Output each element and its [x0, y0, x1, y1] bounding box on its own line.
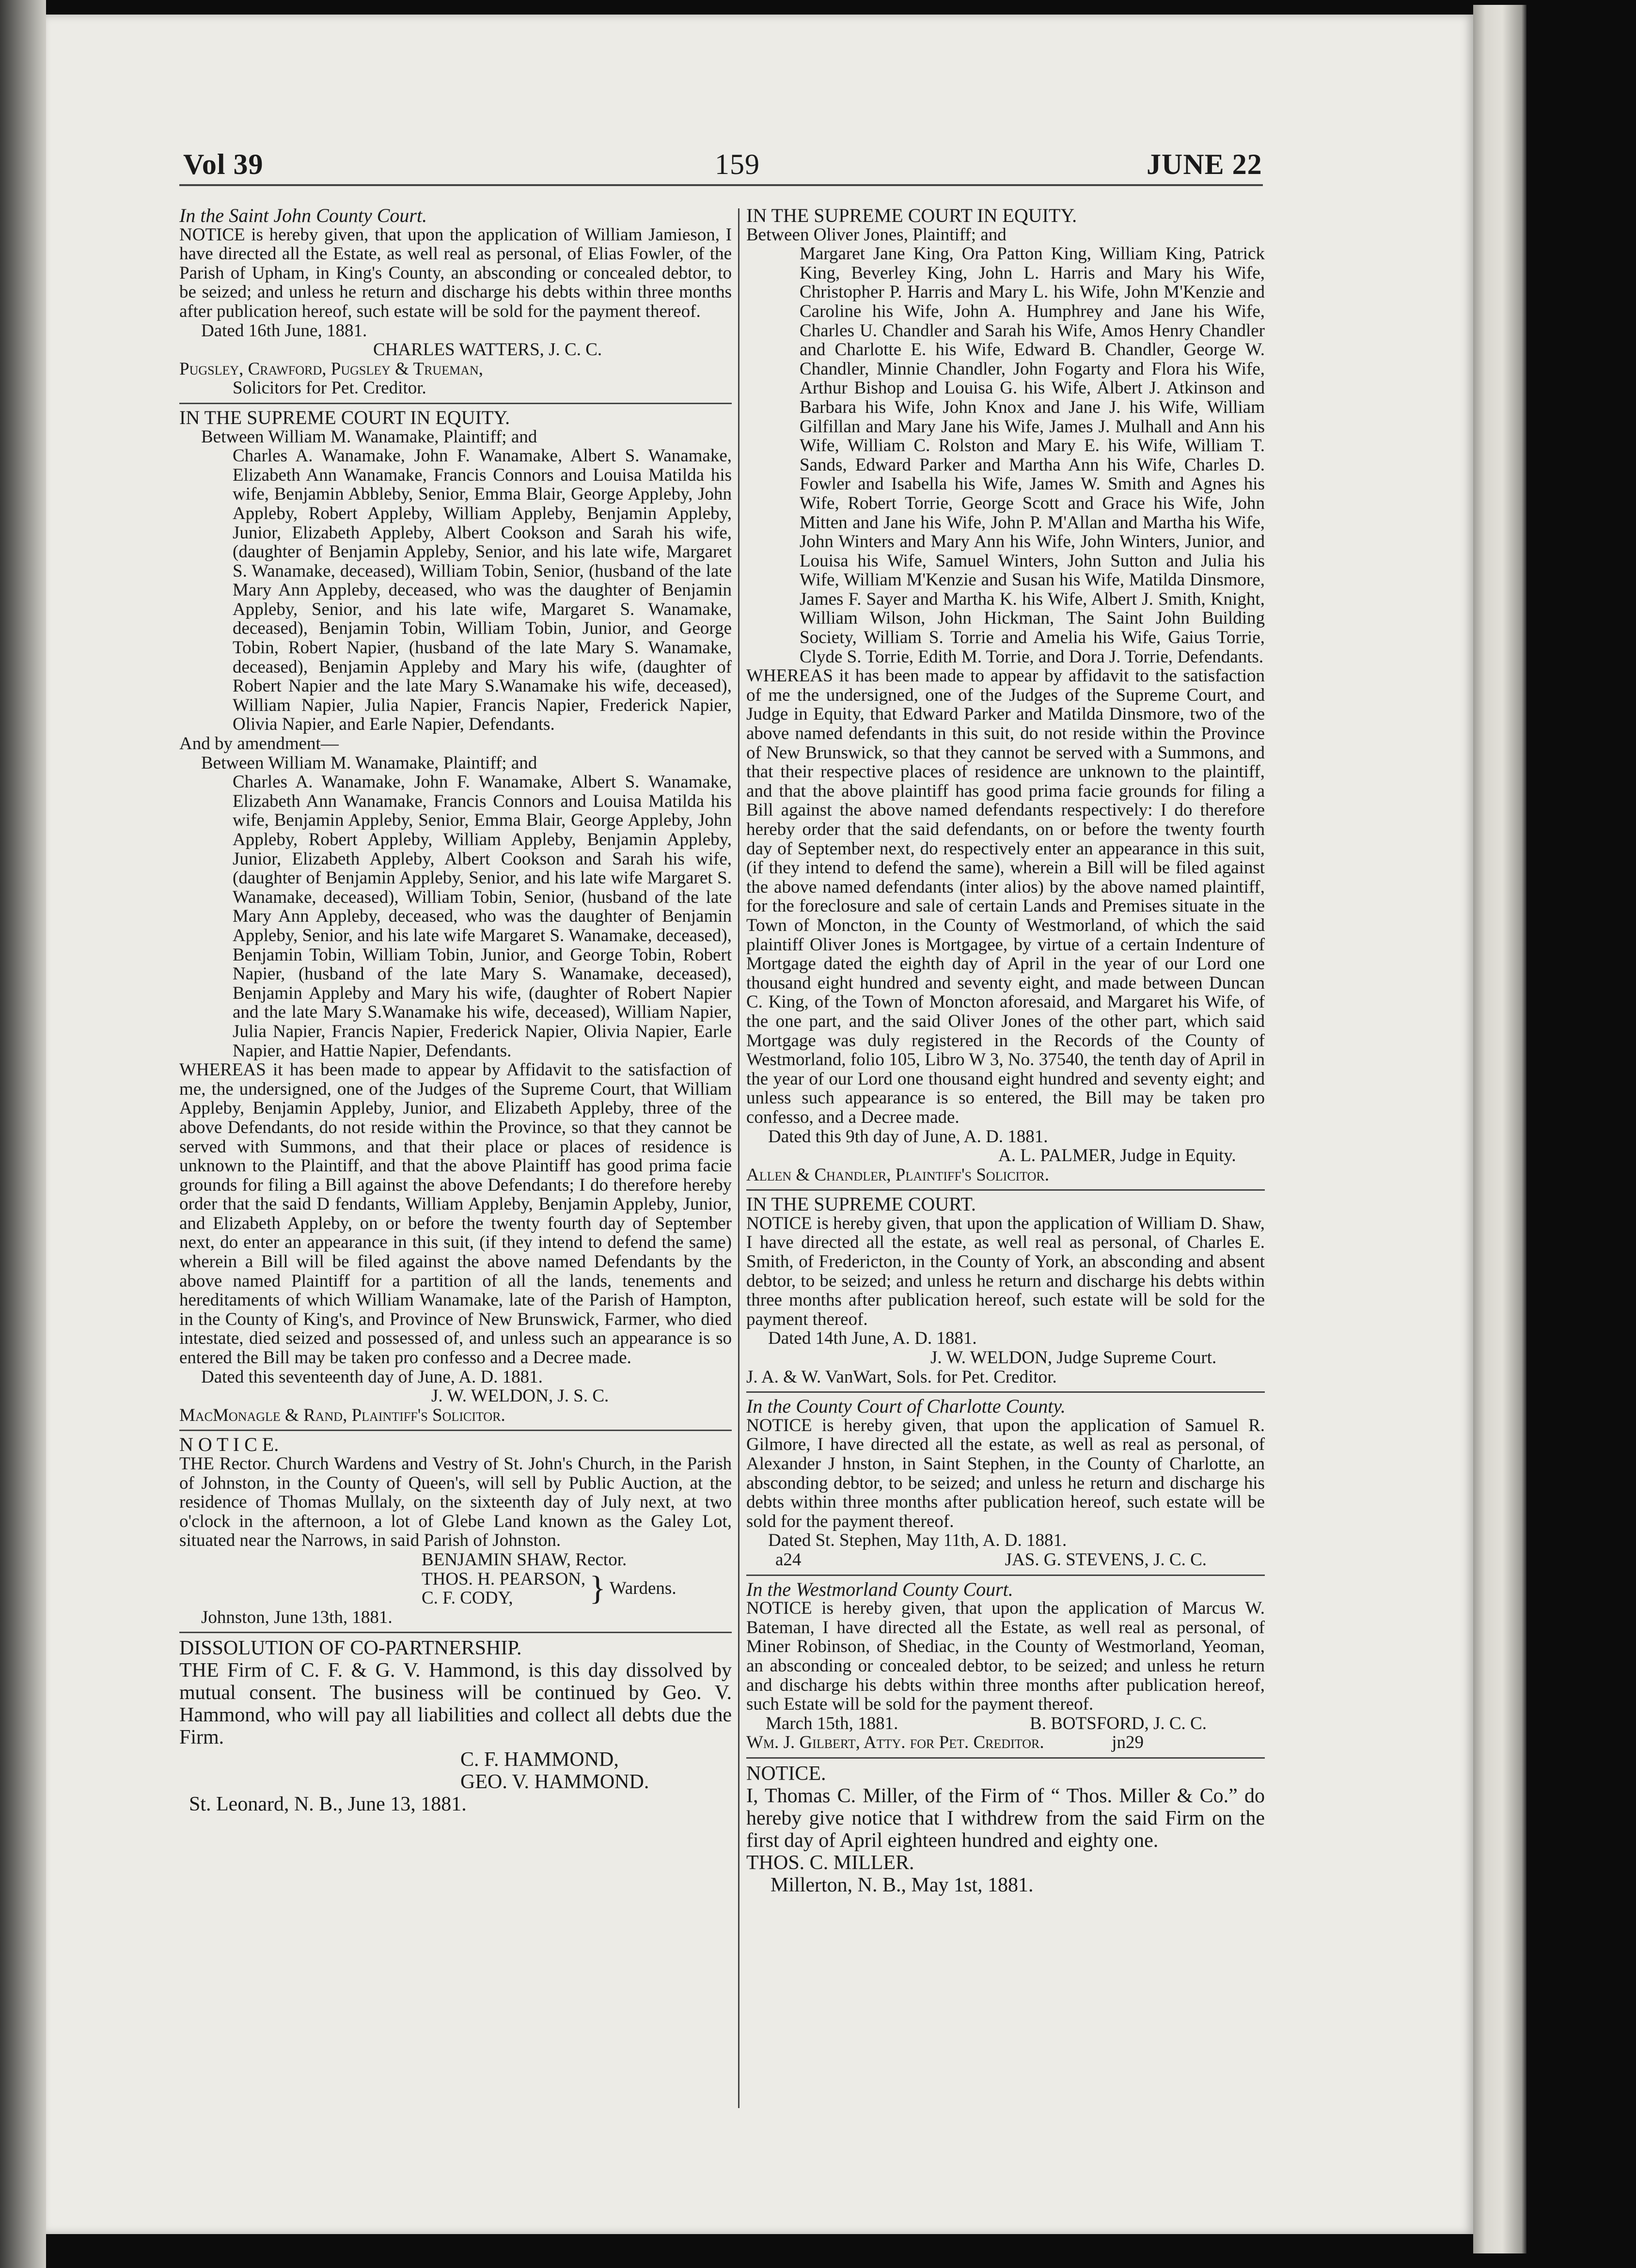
dissolution-sig2: GEO. V. HAMMOND. — [460, 1771, 649, 1794]
notice1-heading: In the Saint John County Court. — [179, 205, 427, 226]
divider — [179, 403, 732, 404]
equity1-defendants2: Charles A. Wanamake, John F. Wanamake, Albert S. Wanamake, Elizabeth Ann Wanamake, Francis Connors and Louisa Matilda his wife, Benjamin Appleby, Senior, Emma Blair, George Appleby, John Appleby, Robert Appleby, William Appleby, Benjamin Appleby, Junior, Elizabeth Appleby, Albert Cookson and Sarah his wife, (daughter of Benjamin Appleby, Senior, and his late wife Margaret S. Wanamake, deceased), William Tobin, Senior, (husband of the late Mary Ann Appleby, deceased, who was the daughter of Benjamin Appleby, Senior, and his late wife Margaret S. Wanamake, deceased), Benjamin Tobin, William Tobin, Junior, and George Tobin, Robert Napier, (husband of the late Mary S. Wanamake, deceased), Benjamin Appleby and Mary his wife, (daughter of Robert Napier and the late Mary S.Wanamake his wife, deceased), William Napier, Julia Napier, Francis Napier, Frederick Napier, Olivia Napier, Earle Napier, and Hattie Napier, Defendants. — [233, 772, 732, 1061]
notice2-body: THE Rector. Church Wardens and Vestry of St. John's Church, in the Parish of Johnston, in the County of Queen's, will sell by Public Auction, at the residence of Thomas Mullaly, on the sixteenth day of July next, at two o'clock in the afternoon, a lot of Glebe Land known as the Galey Lot, situated near the Narrows, in said Parish of Johnston. — [179, 1454, 732, 1551]
notice2-warden1: THOS. H. PEARSON, — [422, 1569, 586, 1589]
equity1-heading: IN THE SUPREME COURT IN EQUITY. — [179, 406, 510, 428]
equity2-signer: A. L. PALMER, Judge in Equity. — [998, 1146, 1236, 1166]
divider — [179, 1430, 732, 1431]
notice2-heading: N O T I C E. — [179, 1433, 279, 1456]
volume-label: Vol 39 — [183, 148, 264, 180]
westmorland-atty-row — [746, 1733, 1265, 1752]
wardens-names — [422, 1570, 585, 1608]
issue-date: JUNE 22 — [1147, 148, 1262, 180]
divider — [746, 1757, 1265, 1759]
supreme-solicitor: J. A. & W. VanWart, Sols. for Pet. Creditor. — [746, 1367, 1057, 1387]
dissolution-dated: St. Leonard, N. B., June 13, 1881. — [189, 1793, 467, 1816]
dissolution-sig1: C. F. HAMMOND, — [460, 1748, 619, 1771]
notice1-body: NOTICE is hereby given, that upon the application of William Jamieson, I have directed all the Estate, as well real as personal, of Elias Fowler, of the Parish of Upham, in King's County, an absconding or concealed debtor, to be seized; and unless he return and discharge his debts within three months after publication hereof, such estate will be sold for the payment thereof. — [179, 224, 732, 321]
equity1-between2: Between William M. Wanamake, Plaintiff; and — [201, 753, 537, 773]
westmorland-dated: March 15th, 1881. — [766, 1713, 898, 1733]
page-number: 159 — [715, 148, 760, 180]
equity1-solicitor: MacMonagle & Rand, Plaintiff's Solicitor. — [179, 1405, 505, 1425]
notice2-wardens: Wardens. — [609, 1578, 676, 1599]
miller-signer: THOS. C. MILLER. — [746, 1851, 914, 1874]
notice1-signer: CHARLES WATTERS, J. C. C. — [373, 340, 602, 360]
charlotte-sign-row — [746, 1550, 1265, 1570]
notice1-solicitors2: Solicitors for Pet. Creditor. — [233, 378, 426, 398]
charlotte-body: NOTICE is hereby given, that upon the application of Samuel R. Gilmore, I have directed all the estate, as well as real as personal, of Alexander J hnston, in Saint Stephen, in the County of Charlotte, an absconding debtor, to be seized; and unless he return and discharge his debts within three months after publication hereof, such estate will be sold for the payment thereof. — [746, 1415, 1265, 1531]
miller-body: I, Thomas C. Miller, of the Firm of “ Thos. Miller & Co.” do hereby give notice that I withdrew from the said Firm on the first day of April eighteen hundred and eighty one. — [746, 1784, 1265, 1852]
charlotte-heading: In the County Court of Charlotte County. — [746, 1395, 1066, 1418]
equity2-between: Between Oliver Jones, Plaintiff; and — [746, 224, 1007, 245]
westmorland-body: NOTICE is hereby given, that upon the application of Marcus W. Bateman, I have directed all the Estate, as well real as personal, of Miner Robinson, of Shediac, in the County of Westmorland, Yeoman, an absconding or concealed debtor, to be seized; and unless he return and discharge his debts within three months after publication hereof, such Estate will be sold for the payment thereof. — [746, 1598, 1265, 1715]
supreme-body: NOTICE is hereby given, that upon the application of William D. Shaw, I have directed all the estate, as well real as personal, of Charles E. Smith, of Fredericton, in the County of York, an absconding and absent debtor, to be seized; and unless he return and discharge his debts within three months after publication hereof, such estate will be sold for the payment thereof. — [746, 1213, 1265, 1329]
right-column — [746, 206, 1265, 1896]
wardens-brace: } — [589, 1570, 606, 1607]
westmorland-heading: In the Westmorland County Court. — [746, 1578, 1013, 1600]
westmorland-signer: B. BOTSFORD, J. C. C. — [1030, 1713, 1207, 1733]
equity2-dated: Dated this 9th day of June, A. D. 1881. — [768, 1126, 1048, 1147]
charlotte-code: a24 — [775, 1549, 802, 1570]
equity1-whereas: WHEREAS it has been made to appear by Affidavit to the satisfaction of me, the undersigned, one of the Judges of the Supreme Court, that William Appleby, Benjamin Appleby, Junior, and Elizabeth Appleby, three of the above Defendants, do not reside within the Province, so that they cannot be served with Summons, and that their place or places of residence is unknown to the Plaintiff, and that the above Plaintiff has good prima facie grounds for filing a Bill against the above Defendants; I do therefore hereby order that the said D fendants, William Appleby, Benjamin Appleby, Junior, and Elizabeth Appleby, on or before the twenty fourth day of September next, do enter an appearance in this suit, (if they intend to defend the same) wherein a Bill will be filed against the above named Defendants by the above named Plaintiff for a partition of all the lands, tenements and hereditaments of which William Wanamake, late of the Parish of Hampton, in the County of King's, and Province of New Brunswick, Farmer, who died intestate, died seized and possessed of, and unless such an appearance is so entered the Bill may be taken pro confesso and a Decree made. — [179, 1060, 732, 1368]
charlotte-dated: Dated St. Stephen, May 11th, A. D. 1881. — [768, 1530, 1067, 1551]
miller-dated: Millerton, N. B., May 1st, 1881. — [771, 1874, 1034, 1896]
notice1-dated: Dated 16th June, 1881. — [201, 320, 367, 341]
miller-block — [746, 1763, 1265, 1896]
equity2-whereas: WHEREAS it has been made to appear by affidavit to the satisfaction of me the undersigned, one of the Judges of the Supreme Court, and Judge in Equity, that Edward Parker and Matilda Dinsmore, two of the above named defendants in this suit, do not reside within the Province of New Brunswick, so that they cannot be served with a Summons, and that their respective places of residence are unknown to the plaintiff, and that the above plaintiff has good prima facie grounds for filing a Bill against the above named defendants respectively: I do therefore hereby order that the said defendants, on or before the twenty fourth day of September next, do respectively enter an appearance in this suit, (if they intend to defend the same), wherein a Bill will be filed against the above named defendants (inter alios) by the above named plaintiff, for the foreclosure and sale of certain Lands and Premises situate in the Town of Moncton, in the County of Westmorland, of which the said plaintiff Oliver Jones is Mortgagee, by virtue of a certain Indenture of Mortgage dated the eighth day of April in the year of our Lord one thousand eight hundred and seventy eight, and made between Duncan C. King, of the Town of Moncton aforesaid, and Margaret his Wife, of the one part, and the said Oliver Jones of the other part, which said Mortgage was duly registered in the Records of the County of Westmorland, folio 105, Libro W 3, No. 37540, the tenth day of April in the year of our Lord one thousand eight hundred and seventy eight; and unless such appearance is so entered, the Bill may be taken pro confesso, and a Decree made. — [746, 666, 1265, 1127]
divider — [746, 1575, 1265, 1576]
dissolution-block — [179, 1637, 732, 1815]
equity1-between: Between William M. Wanamake, Plaintiff; and — [201, 426, 537, 447]
equity2-solicitor: Allen & Chandler, Plaintiff's Solicitor. — [746, 1165, 1049, 1185]
charlotte-signer: JAS. G. STEVENS, J. C. C. — [1005, 1549, 1207, 1570]
equity2-defendants: Margaret Jane King, Ora Patton King, William King, Patrick King, Beverley King, John L. Harris and Mary his Wife, Christopher P. Harris and Mary L. his Wife, John M'Kenzie and Caroline his Wife, John A. Humphrey and Jane his Wife, Charles U. Chandler and Sarah his Wife, Amos Henry Chandler and Charlotte E. his Wife, Edward B. Chandler, George W. Chandler, Minnie Chandler, John Fogarty and Flora his Wife, Arthur Bishop and Louisa G. his Wife, Albert J. Atkinson and Barbara his Wife, John Knox and Jane J. his Wife, William Gilfillan and Mary Jane his Wife, James J. Mulhall and Ann his Wife, William C. Rolston and Mary E. his Wife, William T. Sands, Edward Parker and Martha Ann his Wife, Charles D. Fowler and Isabella his Wife, James W. Smith and Agnes his Wife, Robert Torrie, George Scott and Grace his Wife, John Mitten and Jane his Wife, John P. M'Allan and Martha his Wife, John Winters and Mary Ann his Wife, John Winters, Junior, and Louisa his Wife, Samuel Winters, John Sutton and Julia his Wife, William M'Kenzie and Susan his Wife, Matilda Dinsmore, James F. Sayer and Martha K. his Wife, Albert J. Smith, Knight, William Wilson, John Hickman, The Saint John Building Society, William S. Torrie and Amelia his Wife, Gaius Torrie, Clyde S. Torrie, Edith M. Torrie, and Dora J. Torrie, Defendants. — [800, 244, 1265, 667]
wardens-block — [179, 1570, 732, 1608]
supreme-heading: IN THE SUPREME COURT. — [746, 1193, 976, 1215]
notice1-solicitors: Pugsley, Crawford, Pugsley & Trueman, — [179, 359, 484, 379]
westmorland-sign-row — [746, 1714, 1265, 1733]
equity2-heading: IN THE SUPREME COURT IN EQUITY. — [746, 205, 1077, 226]
notice2-rector: BENJAMIN SHAW, Rector. — [422, 1549, 627, 1570]
equity1-defendants: Charles A. Wanamake, John F. Wanamake, Albert S. Wanamake, Elizabeth Ann Wanamake, Francis Connors and Louisa Matilda his wife, Benjamin Abbleby, Senior, Emma Blair, George Appleby, John Appleby, Robert Appleby, William Appleby, Benjamin Appleby, Junior, Elizabeth Appleby, Albert Cookson and Sarah his wife, (daughter of Benjamin Appleby, Senior, and his late wife, Margaret S. Wanamake, deceased), William Tobin, Senior, (husband of the late Mary Ann Appleby, deceased, who was the daughter of Benjamin Appleby, Senior, and his late wife, Margaret S. Wanamake, deceased), Benjamin Tobin, William Tobin, Junior, and George Tobin, Robert Napier, (husband of the late Mary S. Wanamake, deceased), Benjamin Appleby and Mary his wife, (daughter of Robert Napier and the late Mary S.Wanamake his wife, deceased), William Napier, Julia Napier, Francis Napier, Frederick Napier, Olivia Napier, and Earle Napier, Defendants. — [233, 446, 732, 735]
westmorland-attorney: Wm. J. Gilbert, Atty. for Pet. Creditor. — [746, 1732, 1044, 1753]
equity1-dated: Dated this seventeenth day of June, A. D. 1881. — [201, 1367, 543, 1387]
divider — [179, 1632, 732, 1633]
equity1-signer: J. W. WELDON, J. S. C. — [431, 1386, 609, 1406]
dissolution-heading: DISSOLUTION OF CO-PARTNERSHIP. — [179, 1637, 522, 1660]
divider — [746, 1189, 1265, 1191]
page-stack-edge — [1473, 5, 1526, 2253]
dissolution-body: THE Firm of C. F. & G. V. Hammond, is this day dissolved by mutual consent. The business will be continued by Geo. V. Hammond, who will pay all liabilities and collect all debts due the Firm. — [179, 1659, 732, 1749]
notice2-dated: Johnston, June 13th, 1881. — [201, 1607, 393, 1627]
header-rule — [179, 184, 1263, 186]
adjacent-page-edge — [0, 0, 46, 2268]
left-column — [179, 206, 732, 1815]
notice2-warden2: C. F. CODY, — [422, 1588, 513, 1608]
divider — [746, 1391, 1265, 1393]
supreme-dated: Dated 14th June, A. D. 1881. — [768, 1328, 977, 1349]
supreme-signer: J. W. WELDON, Judge Supreme Court. — [930, 1348, 1217, 1368]
equity1-amendment: And by amendment— — [179, 734, 339, 754]
westmorland-code: jn29 — [1112, 1732, 1144, 1753]
miller-heading: NOTICE. — [746, 1762, 826, 1785]
column-divider — [738, 208, 739, 2108]
